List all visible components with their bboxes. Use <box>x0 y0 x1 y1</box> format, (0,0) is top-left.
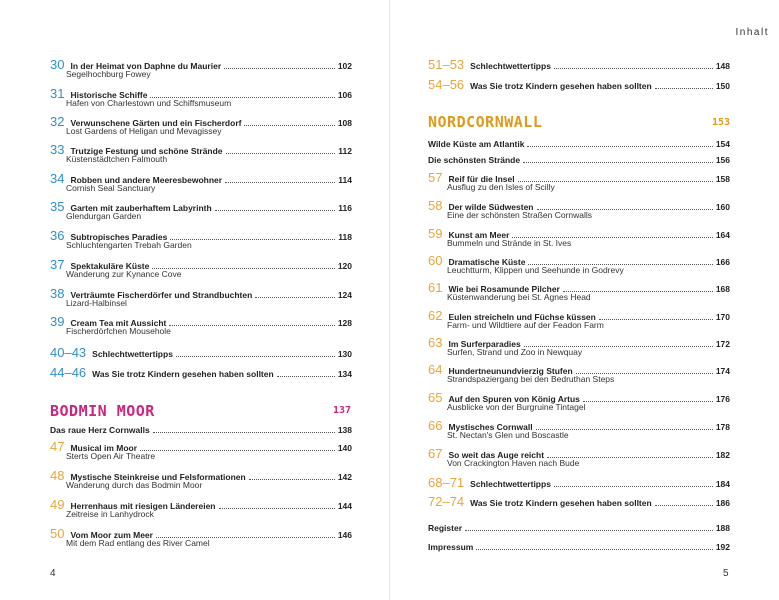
toc-number: 48 <box>50 468 65 483</box>
toc-page: 124 <box>337 290 352 300</box>
toc-subtitle: Segelhochburg Fowey <box>66 69 151 79</box>
toc-title: Die schönsten Strände <box>428 155 521 165</box>
leader-dots <box>225 182 335 183</box>
toc-number: 33 <box>50 142 65 157</box>
toc-title: Reif für die Insel <box>448 174 515 184</box>
toc-title: So weit das Auge reicht <box>448 450 545 460</box>
leader-dots <box>599 319 713 320</box>
section-title-nordcornwall: NORDCORNWALL <box>428 113 543 131</box>
toc-page: 154 <box>715 139 730 149</box>
toc-page: 174 <box>715 366 730 376</box>
toc-title: Mystisches Cornwall <box>448 422 533 432</box>
toc-number: 65 <box>428 390 443 405</box>
toc-title: Hundertneunundvierzig Stufen <box>448 366 573 376</box>
toc-entry[interactable] <box>50 286 352 312</box>
toc-page: 158 <box>715 174 730 184</box>
toc-title: Dramatische Küste <box>448 257 526 267</box>
toc-subtitle: St. Nectan's Glen und Boscastle <box>447 430 569 440</box>
toc-entry[interactable] <box>50 497 352 523</box>
toc-number: 51–53 <box>428 57 465 72</box>
toc-number: 60 <box>428 253 443 268</box>
toc-subtitle: Von Crackington Haven nach Bude <box>447 458 580 468</box>
toc-subtitle: Fischerdörfchen Mousehole <box>66 326 171 336</box>
toc-subtitle: Lost Gardens of Heligan und Mevagissey <box>66 126 222 136</box>
toc-number: 54–56 <box>428 77 465 92</box>
toc-entry[interactable] <box>428 335 730 361</box>
leader-dots <box>244 125 334 126</box>
toc-entry[interactable] <box>50 228 352 254</box>
toc-subtitle: Wanderung zur Kynance Cove <box>66 269 182 279</box>
toc-subtitle: Hafen von Charlestown und Schiffsmuseum <box>66 98 232 108</box>
toc-entry-line <box>428 77 730 92</box>
toc-entry[interactable] <box>50 314 352 340</box>
leader-dots <box>153 432 335 433</box>
toc-title: Wie bei Rosamunde Pilcher <box>448 284 560 294</box>
toc-subtitle: Ausflug zu den Isles of Scilly <box>447 182 555 192</box>
toc-entry[interactable] <box>50 142 352 168</box>
leader-dots <box>169 325 334 326</box>
toc-entry[interactable] <box>428 198 730 224</box>
toc-title: Historische Schiffe <box>70 90 148 100</box>
toc-number: 36 <box>50 228 65 243</box>
toc-page: 164 <box>715 230 730 240</box>
toc-page: 116 <box>338 203 352 213</box>
toc-title: Spektakuläre Küste <box>70 261 150 271</box>
toc-title: Schlechtwettertipps <box>92 349 173 359</box>
toc-page: 178 <box>715 422 730 432</box>
leader-dots <box>176 356 335 357</box>
toc-subtitle: Ausblicke von der Burgruine Tintagel <box>447 402 586 412</box>
toc-entry[interactable] <box>428 362 730 388</box>
leader-dots <box>255 297 335 298</box>
toc-number: 32 <box>50 114 65 129</box>
page-number-left: 4 <box>50 568 56 579</box>
toc-number: 44–46 <box>50 365 87 380</box>
toc-entry-line <box>428 523 730 533</box>
toc-title: Herrenhaus mit riesigen Ländereien <box>70 501 216 511</box>
toc-title: Auf den Spuren von König Artus <box>448 394 580 404</box>
header-inhalt: Inhalt <box>735 27 769 38</box>
leader-dots <box>277 376 335 377</box>
section-page-bodmin-moor: 137 <box>333 405 352 416</box>
toc-subtitle: Bummeln und Strände in St. Ives <box>447 238 572 248</box>
toc-title: Musical im Moor <box>70 443 138 453</box>
toc-number: 31 <box>50 86 65 101</box>
toc-title: Trutzige Festung und schöne Strände <box>70 146 223 156</box>
toc-page: 142 <box>337 472 352 482</box>
toc-number: 61 <box>428 280 443 295</box>
toc-number: 39 <box>50 314 65 329</box>
toc-subtitle: Mit dem Rad entlang des River Camel <box>66 538 210 548</box>
toc-number: 72–74 <box>428 494 465 509</box>
toc-entry-line <box>428 542 730 552</box>
toc-entry[interactable] <box>50 199 352 225</box>
toc-number: 62 <box>428 308 443 323</box>
toc-entry[interactable] <box>428 494 730 520</box>
toc-entry-line <box>50 365 352 380</box>
toc-page: 140 <box>337 443 352 453</box>
leader-dots <box>226 153 336 154</box>
toc-number: 67 <box>428 446 443 461</box>
toc-subtitle: Wanderung durch das Bodmin Moor <box>66 480 203 490</box>
toc-number: 37 <box>50 257 65 272</box>
toc-title: Verwunschene Gärten und ein Fischerdorf <box>70 118 242 128</box>
leader-dots <box>527 146 712 147</box>
toc-entry[interactable] <box>428 77 730 103</box>
toc-entry[interactable] <box>428 542 730 568</box>
toc-number: 68–71 <box>428 475 465 490</box>
toc-entry-line <box>428 155 730 165</box>
toc-page: 148 <box>715 61 730 71</box>
toc-number: 57 <box>428 170 443 185</box>
toc-entry[interactable] <box>428 446 730 472</box>
toc-number: 35 <box>50 199 65 214</box>
toc-page: 106 <box>337 90 352 100</box>
toc-subtitle: Küstenwanderung bei St. Agnes Head <box>447 292 591 302</box>
toc-number: 64 <box>428 362 443 377</box>
toc-page: 144 <box>337 501 352 511</box>
toc-subtitle: Glendurgan Garden <box>66 211 142 221</box>
toc-title: Was Sie trotz Kindern gesehen haben sollten <box>92 369 274 379</box>
toc-page: 182 <box>715 450 730 460</box>
section-page-nordcornwall: 153 <box>712 117 731 128</box>
toc-entry[interactable] <box>50 365 352 391</box>
toc-number: 50 <box>50 526 65 541</box>
toc-entry[interactable] <box>428 253 730 279</box>
toc-number: 66 <box>428 418 443 433</box>
toc-entry[interactable] <box>50 257 352 283</box>
toc-page: 108 <box>337 118 352 128</box>
toc-subtitle: Sterts Open Air Theatre <box>66 451 156 461</box>
toc-title: Was Sie trotz Kindern gesehen haben sollten <box>470 498 652 508</box>
toc-title: Mystische Steinkreise und Felsformationen <box>70 472 246 482</box>
leader-dots <box>224 68 335 69</box>
toc-page: 168 <box>715 284 730 294</box>
toc-title: Schlechtwettertipps <box>470 479 551 489</box>
toc-entry-line <box>50 345 352 360</box>
toc-entry[interactable] <box>50 468 352 494</box>
toc-page: 192 <box>715 542 730 552</box>
toc-page: 170 <box>715 312 730 322</box>
toc-title: Kunst am Meer <box>448 230 510 240</box>
right-page <box>390 0 779 600</box>
toc-entry[interactable] <box>50 171 352 197</box>
toc-entry[interactable] <box>50 57 352 83</box>
toc-subtitle: Leuchtturm, Klippen und Seehunde in Godrevy <box>447 265 624 275</box>
leader-dots <box>655 88 713 89</box>
toc-title: Impressum <box>428 542 474 552</box>
toc-number: 30 <box>50 57 65 72</box>
leader-dots <box>249 479 335 480</box>
toc-page: 134 <box>337 369 352 379</box>
toc-title: Wilde Küste am Atlantik <box>428 139 525 149</box>
toc-entry[interactable] <box>50 439 352 465</box>
toc-subtitle: Eine der schönsten Straßen Cornwalls <box>447 210 593 220</box>
toc-page: 156 <box>715 155 730 165</box>
toc-number: 58 <box>428 198 443 213</box>
toc-page: 146 <box>337 530 352 540</box>
toc-entry[interactable] <box>50 114 352 140</box>
toc-page: 172 <box>715 339 730 349</box>
leader-dots <box>554 486 713 487</box>
toc-entry[interactable] <box>428 390 730 416</box>
toc-entry-line <box>428 57 730 72</box>
leader-dots <box>219 508 335 509</box>
toc-page: 112 <box>338 146 352 156</box>
page-number-right: 5 <box>723 568 729 579</box>
toc-subtitle: Küstenstädtchen Falmouth <box>66 154 168 164</box>
toc-page: 166 <box>715 257 730 267</box>
toc-page: 150 <box>715 81 730 91</box>
toc-subtitle: Surfen, Strand und Zoo in Newquay <box>447 347 583 357</box>
toc-page: 120 <box>337 261 352 271</box>
toc-entry-line <box>428 139 730 149</box>
leader-dots <box>170 239 335 240</box>
toc-title: Eulen streicheln und Füchse küssen <box>448 312 596 322</box>
toc-entry[interactable] <box>428 170 730 196</box>
toc-page: 128 <box>337 318 352 328</box>
toc-title: Register <box>428 523 463 533</box>
toc-page: 130 <box>337 349 352 359</box>
toc-number: 49 <box>50 497 65 512</box>
toc-subtitle: Zeitreise in Lanhydrock <box>66 509 154 519</box>
toc-page: 186 <box>715 498 730 508</box>
toc-page: 138 <box>337 425 352 435</box>
toc-entry[interactable] <box>50 526 352 552</box>
toc-number: 38 <box>50 286 65 301</box>
toc-number: 63 <box>428 335 443 350</box>
leader-dots <box>523 162 713 163</box>
toc-entry[interactable] <box>428 226 730 252</box>
toc-title: Das raue Herz Cornwalls <box>50 425 150 435</box>
toc-entry-line <box>428 475 730 490</box>
toc-page: 184 <box>715 479 730 489</box>
leader-dots <box>554 68 713 69</box>
toc-entry[interactable] <box>50 86 352 112</box>
toc-subtitle: Schluchtengarten Trebah Garden <box>66 240 192 250</box>
leader-dots <box>215 210 336 211</box>
toc-page: 114 <box>338 175 352 185</box>
toc-intro-bodmin[interactable] <box>50 425 352 435</box>
toc-number: 59 <box>428 226 443 241</box>
left-page <box>0 0 389 600</box>
leader-dots <box>476 549 712 550</box>
section-title-bodmin-moor: BODMIN MOOR <box>50 402 155 420</box>
toc-number: 34 <box>50 171 65 186</box>
toc-page: 160 <box>715 202 730 212</box>
toc-number: 47 <box>50 439 65 454</box>
toc-title: In der Heimat von Daphne du Maurier <box>70 61 222 71</box>
toc-title: Was Sie trotz Kindern gesehen haben sollten <box>470 81 652 91</box>
toc-title: Robben und andere Meeresbewohner <box>70 175 223 185</box>
toc-page: 118 <box>338 232 352 242</box>
toc-entry[interactable] <box>428 308 730 334</box>
toc-subtitle: Strandspaziergang bei den Bedruthan Steps <box>447 374 615 384</box>
toc-subtitle: Lizard-Halbinsel <box>66 298 127 308</box>
toc-title: Verträumte Fischerdörfer und Strandbuchten <box>70 290 253 300</box>
toc-title: Schlechtwettertipps <box>470 61 551 71</box>
toc-entry[interactable] <box>428 280 730 306</box>
toc-subtitle: Farm- und Wildtiere auf der Feadon Farm <box>447 320 604 330</box>
leader-dots <box>140 450 335 451</box>
leader-dots <box>465 530 713 531</box>
toc-title: Vom Moor zum Meer <box>70 530 153 540</box>
toc-entry-line <box>428 494 730 509</box>
leader-dots <box>583 401 713 402</box>
toc-page: 102 <box>337 61 352 71</box>
toc-subtitle: Cornish Seal Sanctuary <box>66 183 156 193</box>
toc-page: 176 <box>715 394 730 404</box>
toc-title: Der wilde Südwesten <box>448 202 534 212</box>
toc-title: Cream Tea mit Aussicht <box>70 318 167 328</box>
toc-entry[interactable] <box>428 418 730 444</box>
toc-page: 188 <box>715 523 730 533</box>
toc-title: Im Surferparadies <box>448 339 521 349</box>
toc-title: Garten mit zauberhaftem Labyrinth <box>70 203 212 213</box>
toc-number: 40–43 <box>50 345 87 360</box>
leader-dots <box>655 505 713 506</box>
toc-title: Subtropisches Paradies <box>70 232 168 242</box>
